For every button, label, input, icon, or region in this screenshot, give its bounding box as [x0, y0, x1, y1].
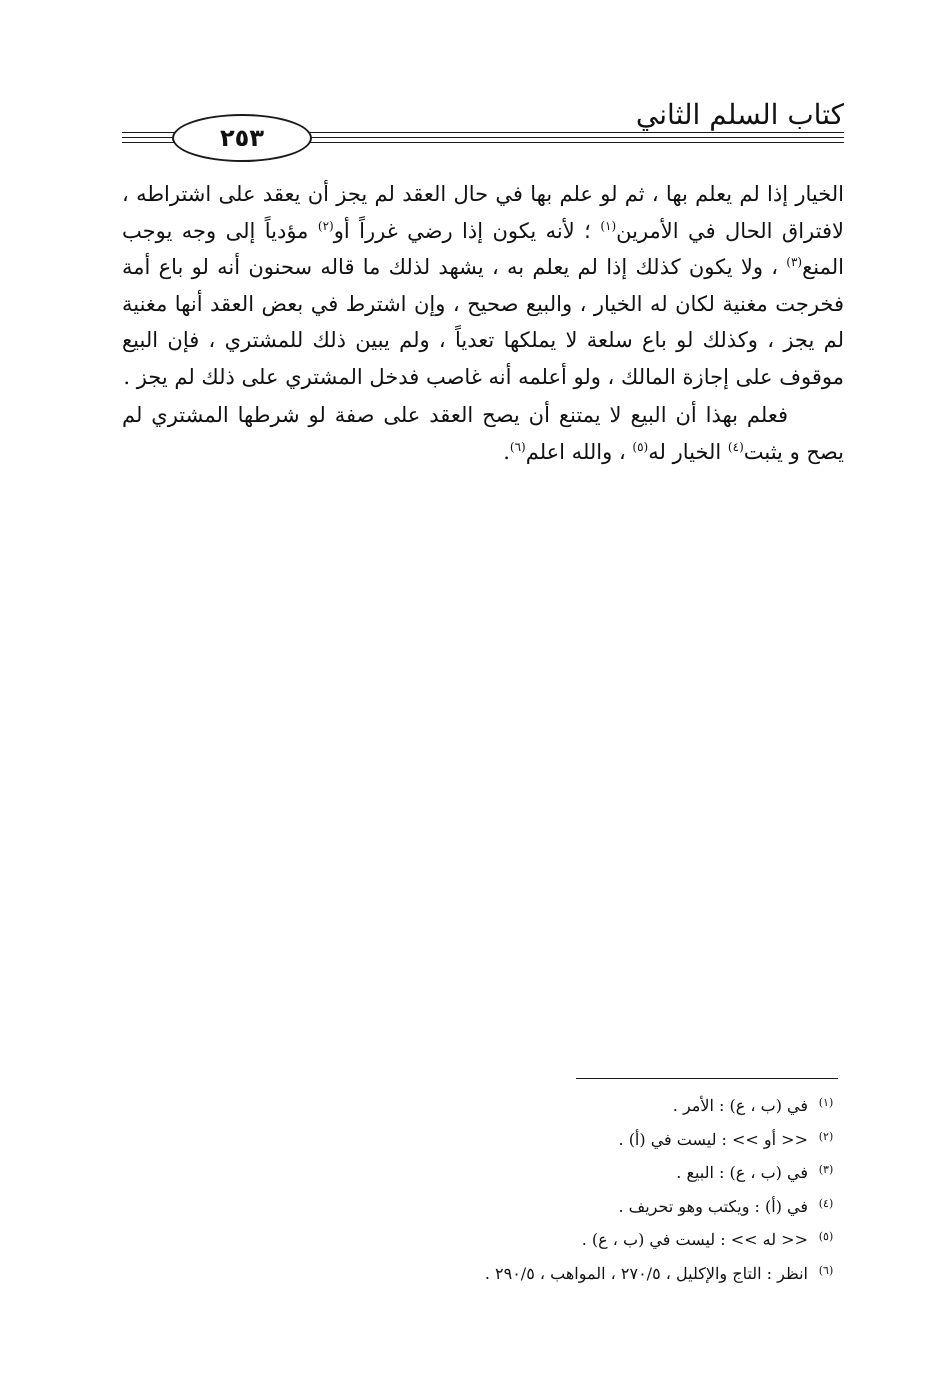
footnote-marker: (١) — [818, 1096, 834, 1109]
footnote-text: << له >> : ليست في (ب ، ع) . — [581, 1230, 808, 1249]
footnote-item — [300, 1224, 840, 1258]
page-header — [122, 100, 844, 170]
footnote-item — [300, 1258, 840, 1292]
footnote-reference: (٢) — [317, 218, 334, 233]
footnote-text: انظر : التاج والإكليل ، ٢٧٠/٥ ، المواهب ، ٢٩٠/٥ . — [484, 1263, 808, 1283]
footnote-reference: (٤) — [727, 439, 744, 454]
footnote-marker: (٤) — [818, 1196, 834, 1210]
footnote-separator — [576, 1078, 838, 1079]
footnote-marker: (٣) — [818, 1163, 834, 1176]
footnote-item — [300, 1090, 840, 1124]
footnote-item — [300, 1191, 840, 1225]
footnote-reference: (٥) — [632, 439, 649, 454]
footnote-reference: (١) — [600, 218, 617, 233]
text-run: الخيار إذا لم يعلم بها ، ثم لو علم بها في حال العقد لم يجز أن يعقد على اشتراطه ، لافتراق الحال في الأمرين — [122, 182, 845, 243]
footnote-text: << أو >> : ليست في (أ) . — [618, 1129, 808, 1149]
text-run: ، ولا يكون كذلك إذا لم يعلم به ، يشهد لذلك ما قاله سحنون أنه لو باع أمة فخرجت مغنية لكان له الخيار ، والبيع صحيح ، وإن اشترط في بعض العقد أنها مغنية لم يجز ، وكذلك لو باع سلعة لا يملكها تعدياً ، ولم يبين ذلك للمشتري ، فإن البيع موقوف على إجازة المالك ، ولو أعلمه أنه غاصب فدخل المشتري على ذلك لم يجز . — [122, 255, 844, 389]
paragraph-2 — [122, 397, 844, 470]
text-run: فعلم بهذا أن البيع لا يمتنع أن يصح العقد على صفة لو شرطها المشتري لم يصح و يثبت — [122, 403, 844, 464]
book-title: كتاب السلم الثاني — [635, 98, 844, 131]
text-run: الخيار له — [648, 439, 728, 464]
footnote-marker: (٦) — [818, 1263, 834, 1277]
footnote-text: في (ب ، ع) : البيع . — [676, 1163, 808, 1182]
text-run: ، والله اعلم — [525, 439, 633, 464]
footnote-reference: (٣) — [786, 255, 803, 269]
footnote-item — [300, 1157, 840, 1191]
footnote-item — [300, 1124, 840, 1158]
footnote-marker: (٥) — [818, 1230, 834, 1243]
body-text — [122, 176, 844, 470]
text-run: . — [503, 439, 510, 464]
footnote-reference: (٦) — [509, 439, 526, 454]
text-run: ؛ لأنه يكون إذا رضي غرراً أو — [333, 218, 601, 243]
footnotes — [300, 1090, 840, 1291]
paragraph-1 — [122, 176, 844, 395]
footnote-text: في (أ) : ويكتب وهو تحريف . — [618, 1196, 808, 1216]
footnote-marker: (٢) — [818, 1129, 834, 1143]
text-run: مؤدياً إلى وجه يوجب المنع — [122, 218, 844, 279]
page-number: ٢٥٣ — [172, 114, 312, 162]
footnote-text: في (ب ، ع) : الأمر . — [672, 1096, 808, 1115]
